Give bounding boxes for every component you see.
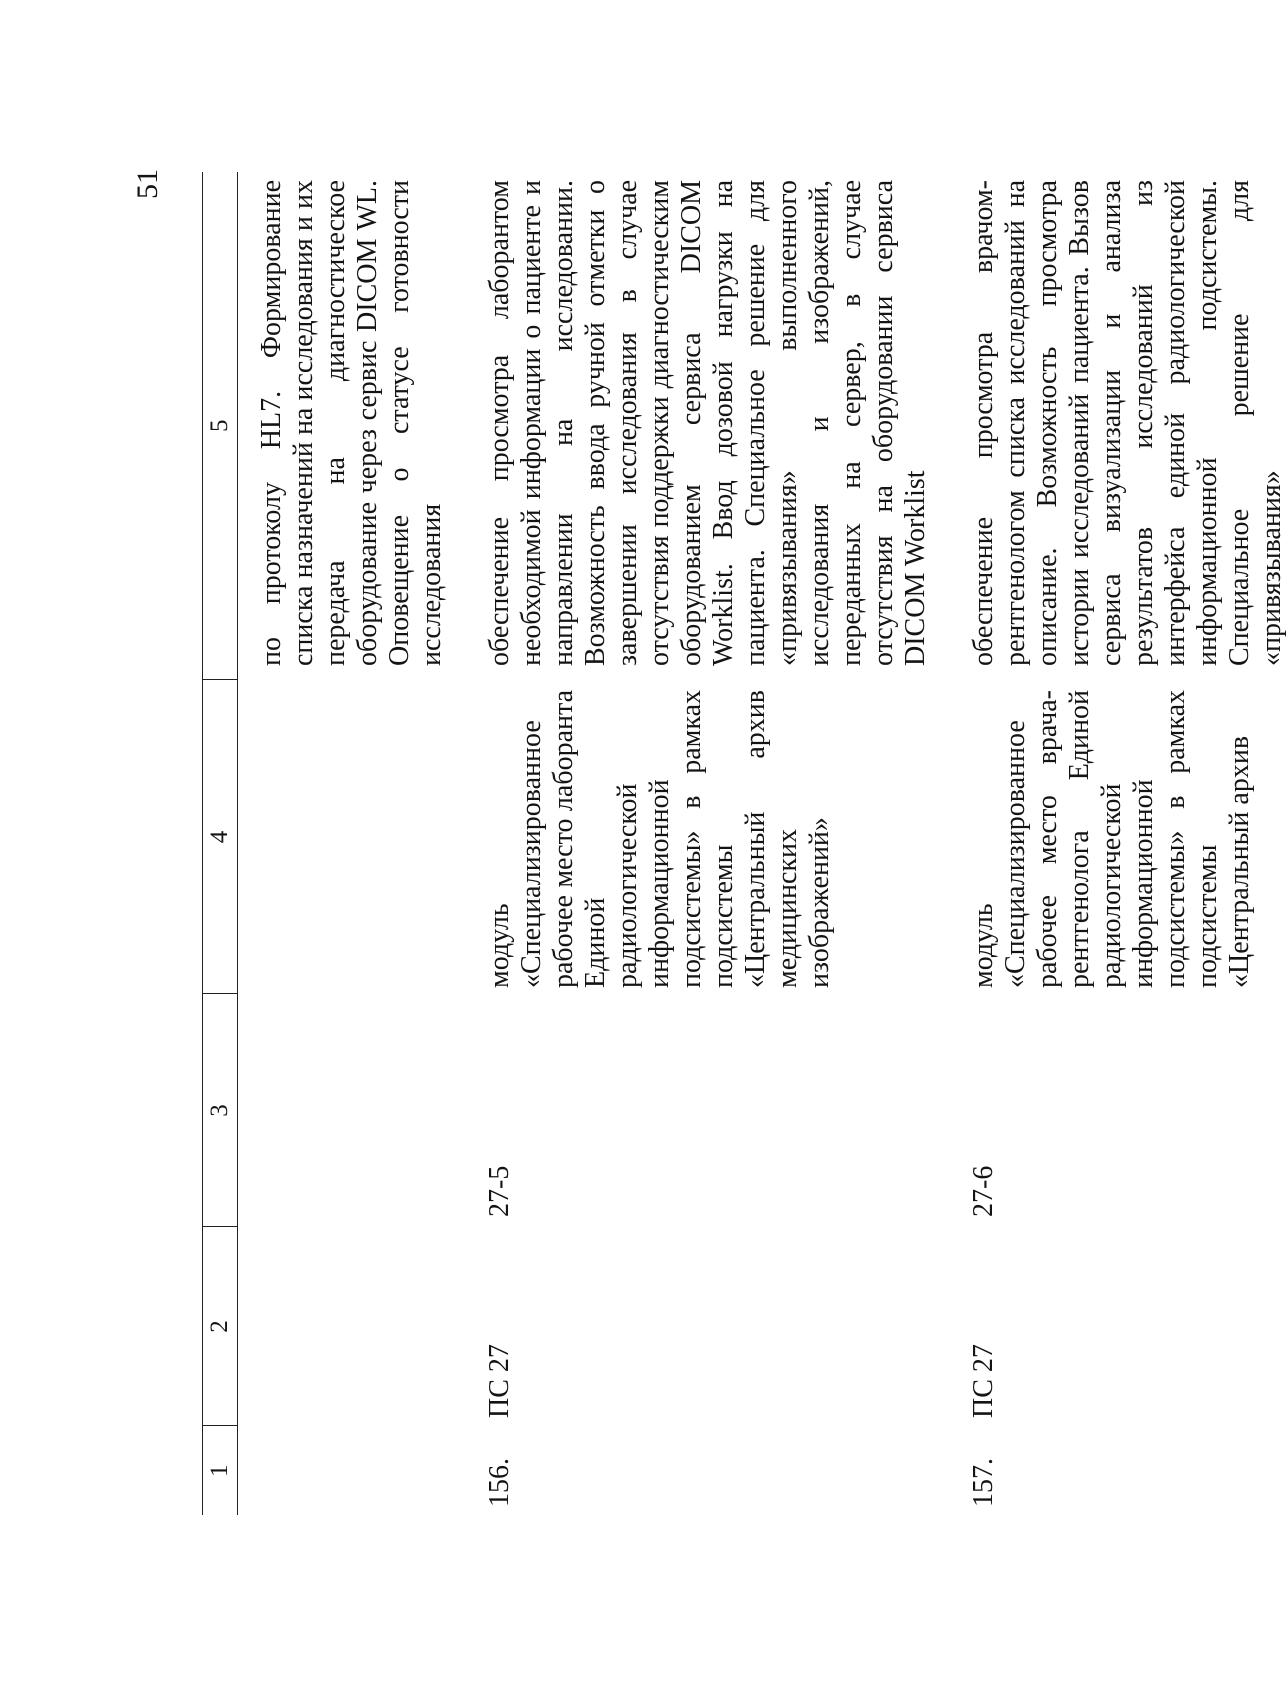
- column-number: 4: [203, 680, 238, 994]
- column-number: 5: [203, 172, 238, 680]
- row-number: [256, 1426, 448, 1515]
- function-id: [256, 994, 448, 1227]
- function-description: обеспечение просмотра врачом-рентгенологом списка исследований на описание. Возможность просмотра истории исследований пациента. Вызов сервиса визуализации и анализа результатов исследований из интерфейса единой радиологической информационной подсистемы. Специальное решение для «привязывания»: [968, 180, 1287, 666]
- subsystem-code: ПС 27: [968, 1344, 999, 1418]
- column-number-row: [203, 172, 238, 1515]
- module-name: модуль «Специализированное рабочее место врача-рентгенолога Единой радиологической информационной подсистемы» в рамках подсистемы «Центральный архив: [968, 690, 1255, 988]
- page-number: 51: [131, 169, 164, 199]
- table-row: [484, 172, 932, 1515]
- module-name: [256, 680, 448, 994]
- table-row: [968, 172, 1288, 1515]
- column-number: 1: [203, 1426, 238, 1515]
- column-number: 3: [203, 994, 238, 1227]
- module-name: модуль «Специализированное рабочее место лаборанта Единой радиологической информационной подсистемы» в рамках подсистемы «Центральный архив медицинских изображений»: [484, 690, 835, 988]
- function-id: 27-5: [484, 1165, 515, 1217]
- subsystem-code: [256, 1227, 448, 1426]
- function-description: по протоколу HL7. Формирование списка назначений на исследования и их передача на диагностическое оборудование через сервис DICOM WL. Оповещение о статусе готовности исследования: [256, 180, 447, 666]
- function-description: обеспечение просмотра лаборантом необходимой информации о пациенте и направлении на исследовании. Возможность ввода ручной отметки о завершении исследования в случае отсутствия поддержки диагностическим оборудованием сервиса DICOM Worklist. Ввод дозовой нагрузки на пациента. Специальное решение для «привязывания» выполненного исследования и изображений, переданных на сервер, в случае отсутствия на оборудовании сервиса DICOM Worklist: [484, 180, 931, 666]
- function-id: 27-6: [968, 1165, 999, 1217]
- column-number: 2: [203, 1227, 238, 1426]
- table-row: [256, 172, 448, 1515]
- requirements-table: [202, 172, 1288, 1515]
- row-number: 157.: [968, 1458, 999, 1507]
- subsystem-code: ПС 27: [484, 1344, 515, 1418]
- row-number: 156.: [484, 1458, 515, 1507]
